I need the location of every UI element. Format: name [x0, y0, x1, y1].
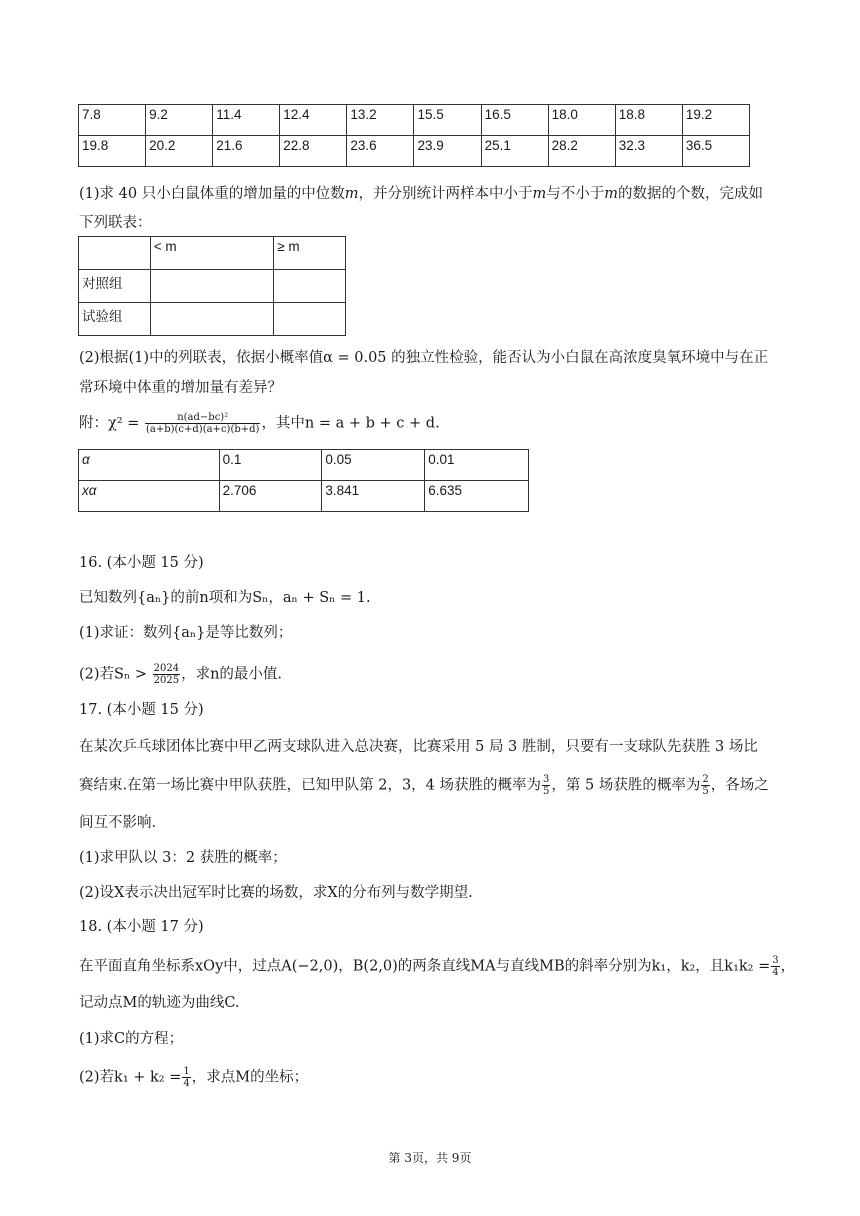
p17-line3: 间互不影响. — [79, 815, 157, 831]
critical-value-cell: xα — [79, 481, 220, 512]
data-cell: 15.5 — [414, 105, 481, 136]
p18-f2-num: 1 — [183, 1066, 190, 1077]
data-cell: 23.9 — [414, 136, 481, 167]
weight-data-table — [78, 104, 750, 167]
contingency-table — [78, 236, 346, 336]
p18-heading: 18. (本小题 17 分) — [79, 919, 204, 935]
p16-line3 — [79, 663, 282, 686]
data-cell: 19.8 — [79, 136, 146, 167]
chi-square-fraction — [145, 412, 260, 435]
q1-text-d: 的数据的个数，完成如 — [617, 186, 763, 202]
critical-value-cell: 0.1 — [219, 450, 322, 481]
data-cell: 21.6 — [213, 136, 280, 167]
formula-suffix: ，其中n = a + b + c + d. — [261, 415, 440, 432]
page-footer: 第 3页，共 9页 — [388, 1151, 472, 1165]
p17-f2-num: 2 — [702, 774, 709, 785]
data-cell: 23.6 — [347, 136, 414, 167]
p18-fraction-2 — [182, 1066, 190, 1089]
critical-value-row — [79, 450, 529, 481]
appendix-formula — [79, 412, 440, 435]
p17-fraction-1 — [542, 774, 550, 797]
data-cell: 25.1 — [481, 136, 548, 167]
p17-f1-den: 5 — [543, 786, 550, 797]
p18-line4 — [79, 1066, 308, 1089]
q2-line1: (2)根据(1)中的列联表，依据小概率值α = 0.05 的独立性检验，能否认为小白鼠在高浓度臭氧环境中与在正 — [79, 350, 769, 366]
p16-heading: 16. (本小题 15 分) — [79, 555, 204, 571]
p18-l4-a: (2)若k₁ + k₂ = — [79, 1069, 182, 1086]
q1-text-b: ，并分别统计两样本中小于 — [358, 186, 533, 202]
contingency-header-cell: < m — [150, 237, 273, 270]
data-cell: 22.8 — [280, 136, 347, 167]
p17-l2-c: ，各场之 — [710, 777, 769, 794]
data-cell: 28.2 — [548, 136, 615, 167]
q1-var-m2: m — [532, 186, 547, 202]
p17-line4: (1)求甲队以 3：2 获胜的概率； — [79, 850, 287, 866]
data-row — [79, 105, 750, 136]
p18-f1-num: 3 — [772, 955, 779, 966]
p18-line2: 记动点M的轨迹为曲线C. — [79, 995, 240, 1011]
q1-var-m3: m — [604, 186, 618, 202]
contingency-empty-cell — [150, 270, 273, 303]
contingency-row — [79, 270, 346, 303]
contingency-header-row — [79, 237, 346, 270]
data-cell: 12.4 — [280, 105, 347, 136]
data-cell: 11.4 — [213, 105, 280, 136]
critical-value-row — [79, 481, 529, 512]
p16-line1: 已知数列{aₙ}的前n项和为Sₙ，aₙ + Sₙ = 1. — [79, 590, 371, 606]
data-cell: 16.5 — [481, 105, 548, 136]
p18-l1-b: ， — [780, 958, 796, 975]
contingency-row-label: 试验组 — [79, 303, 151, 336]
contingency-empty-cell — [150, 303, 273, 336]
q1-line1 — [79, 184, 763, 204]
q1-var-m: m — [344, 186, 359, 202]
p18-f2-den: 4 — [183, 1078, 190, 1089]
contingency-header-cell — [79, 237, 151, 270]
data-cell: 19.2 — [682, 105, 749, 136]
contingency-empty-cell — [274, 270, 346, 303]
data-cell: 9.2 — [146, 105, 213, 136]
data-cell: 32.3 — [615, 136, 682, 167]
data-cell: 20.2 — [146, 136, 213, 167]
q1-text-c: 与不小于 — [546, 186, 605, 202]
data-cell: 13.2 — [347, 105, 414, 136]
p17-line5: (2)设X表示决出冠军时比赛的场数，求X的分布列与数学期望. — [79, 885, 473, 901]
p18-l4-b: ，求点M的坐标； — [191, 1069, 309, 1086]
p17-heading: 17. (本小题 15 分) — [79, 702, 204, 718]
data-cell: 7.8 — [79, 105, 146, 136]
p17-l2-b: ，第 5 场获胜的概率为 — [551, 777, 701, 794]
p17-l2-a: 赛结束.在第一场比赛中甲队获胜，已知甲队第 2，3，4 场获胜的概率为 — [79, 777, 542, 794]
critical-value-cell: 3.841 — [322, 481, 425, 512]
q1-text-a: (1)求 40 只小白鼠体重的增加量的中位数 — [79, 186, 345, 202]
critical-value-cell: 2.706 — [219, 481, 322, 512]
p18-l1-a: 在平面直角坐标系xOy中，过点A(−2,0)，B(2,0)的两条直线MA与直线MB的斜率分别为k₁，k₂，且k₁k₂ = — [79, 958, 771, 975]
critical-value-cell: 0.01 — [425, 450, 529, 481]
critical-value-cell: α — [79, 450, 220, 481]
p16-frac-num: 2024 — [153, 663, 180, 674]
p16-fraction — [153, 663, 180, 686]
data-cell: 36.5 — [682, 136, 749, 167]
p17-f1-num: 3 — [543, 774, 550, 785]
p18-f1-den: 4 — [772, 967, 779, 978]
p17-line2 — [79, 774, 769, 797]
chi-numerator: n(ad−bc)² — [145, 412, 260, 424]
p16-l3-b: ，求n的最小值. — [181, 666, 283, 683]
p16-l3-a: (2)若Sₙ > — [79, 666, 148, 683]
data-cell: 18.8 — [615, 105, 682, 136]
q1-line2: 下列联表： — [79, 215, 152, 231]
data-row — [79, 136, 750, 167]
p16-frac-den: 2025 — [153, 675, 180, 686]
formula-prefix: 附：χ² = — [79, 415, 140, 432]
critical-value-cell: 0.05 — [322, 450, 425, 481]
q2-line2: 常环境中体重的增加量有差异？ — [79, 380, 282, 396]
contingency-header-cell: ≥ m — [274, 237, 346, 270]
p18-line1 — [79, 955, 795, 978]
data-cell: 18.0 — [548, 105, 615, 136]
p18-fraction-1 — [771, 955, 779, 978]
critical-value-cell: 6.635 — [425, 481, 529, 512]
p18-line3: (1)求C的方程； — [79, 1031, 184, 1047]
contingency-empty-cell — [274, 303, 346, 336]
p17-fraction-2 — [701, 774, 709, 797]
critical-value-table — [78, 449, 529, 512]
chi-denominator: (a+b)(c+d)(a+c)(b+d) — [145, 424, 260, 435]
contingency-row-label: 对照组 — [79, 270, 151, 303]
p16-line2: (1)求证：数列{aₙ}是等比数列； — [79, 625, 293, 641]
p17-f2-den: 5 — [702, 786, 709, 797]
contingency-row — [79, 303, 346, 336]
p17-line1: 在某次乒乓球团体比赛中甲乙两支球队进入总决赛，比赛采用 5 局 3 胜制，只要有一支球队先获胜 3 场比 — [79, 739, 758, 755]
